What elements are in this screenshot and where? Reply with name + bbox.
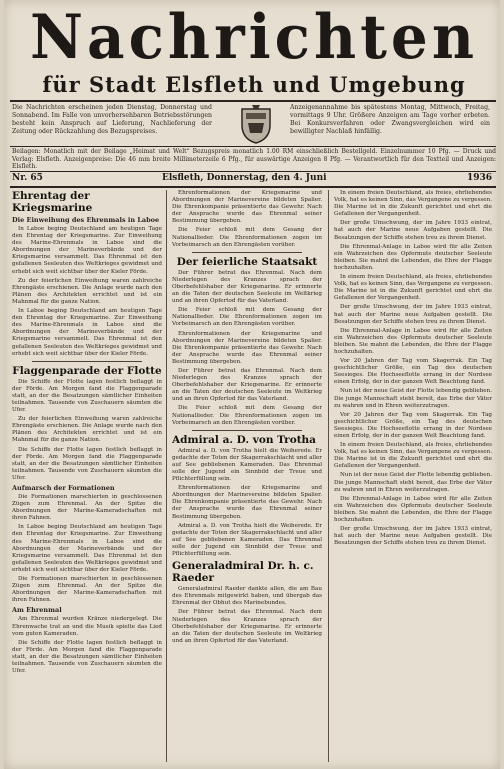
- article-paragraph: Admiral a. D. von Trotha hielt die Weiherede. Er gedachte der Toten der Skagerrakschlacht und aller auf See gebliebenen Kameraden. Das Ehrenmal solle der Jugend ein Sinnbild der Treue und Pflichterfüllung sein.: [172, 522, 322, 558]
- article-paragraph: Der große Umschwung, der im Jahre 1933 eintrat, hat auch der Marine neue Aufgaben gestellt. Die Besatzungen der Schiffe stehen treu zu ihrem Dienst.: [334, 304, 492, 325]
- article-paragraph: Zu der feierlichen Einweihung waren zahlreiche Ehrengäste erschienen. Die Anlage wurde nach den Plänen des Architekten errichtet und ist ein Mahnmal für die ganze Nation.: [12, 277, 162, 305]
- article-paragraph: In Laboe beging Deutschland am heutigen Tage den Ehrentag der Kriegsmarine. Zur Einweihung des Marine-Ehrenmals in Laboe sind die Abordnungen der Marineverbände und der Kriegsmarine versammelt. Das Ehrenmal ist den gefallenen Seeleuten des Weltkrieges gewidmet und erhebt sich weit sichtbar über der Kieler Förde.: [12, 308, 162, 357]
- article-paragraph: Ehrenformationen der Kriegsmarine und Abordnungen der Marinevereine bildeten Spalier. Die Ehrenkompanie präsentierte das Gewehr. Nach der Ansprache wurde das Ehrenmal seiner Bestimmung übergeben.: [172, 190, 322, 225]
- article-paragraph: In einem freien Deutschland, als freies, ehrliebendes Volk, hat es keinen Sinn, das Vergangene zu vergessen. Die Marine ist in die Zukunft gerichtet und ehrt die Gefallenen der Vergangenheit.: [334, 274, 492, 302]
- newspaper-page: [4, 0, 500, 769]
- article-paragraph: Ehrenformationen der Kriegsmarine und Abordnungen der Marinevereine bildeten Spalier. Die Ehrenkompanie präsentierte das Gewehr. Nach der Ansprache wurde das Ehrenmal seiner Bestimmung übergeben.: [172, 485, 322, 520]
- article-paragraph: Die Ehrenmal-Anlage in Laboe wird für alle Zeiten ein Wahrzeichen des Opfermuts deutscher Seeleute bleiben. Sie mahnt die Lebenden, die Ehre der Flagge hochzuhalten.: [334, 243, 492, 271]
- article-paragraph: Die Feier schloß mit dem Gesang der Nationallieder. Die Ehrenformationen zogen im Vorbeimarsch an den Ehrengästen vorüber.: [172, 227, 322, 248]
- issue-number: Nr. 65: [12, 173, 43, 183]
- dateline: [12, 173, 496, 185]
- dateline-rule-top: [10, 171, 496, 172]
- article-paragraph: Am Ehrenmal wurden Kränze niedergelegt. Die Ehrenwache trat an und die Musik spielte das Lied vom guten Kameraden.: [12, 616, 162, 637]
- publication-info-left: Die Nachrichten erscheinen jeden Dienstag, Donnerstag und Sonnabend. Im Falle von unvorhersehbaren Betriebsstörungen besteht kein Anspruch auf Lieferung, Nachlieferung der Zeitung oder Rückzahlung des Bezugspreises.: [12, 104, 212, 135]
- masthead-subtitle: für Stadt Elsfleth und Umgebung: [42, 72, 466, 97]
- article-paragraph: Die Ehrenmal-Anlage in Laboe wird für alle Zeiten ein Wahrzeichen des Opfermuts deutscher Seeleute bleiben. Sie mahnt die Lebenden, die Ehre der Flagge hochzuhalten.: [334, 327, 492, 355]
- article-separator: [192, 430, 302, 431]
- column-divider: [166, 190, 167, 762]
- article-paragraph: Die Schiffe der Flotte lagen festlich beflaggt in der Förde. Am Morgen fand die Flaggenparade statt, an der die Besatzungen sämtlicher Einheiten teilnahmen. Tausende von Zuschauern säumten die Ufer.: [12, 378, 162, 414]
- article-separator: [192, 252, 302, 253]
- article-headline: Der feierliche Staatsakt: [176, 255, 318, 268]
- article-paragraph: Der Führer betrat das Ehrenmal. Nach dem Niederlegen des Kranzes sprach der Oberbefehlshaber der Kriegsmarine. Er erinnerte an die Taten der deutschen Seeleute im Weltkrieg und an ihren Opfertod für das Vaterland.: [172, 269, 322, 305]
- article-paragraph: In einem freien Deutschland, als freies, ehrliebendes Volk, hat es keinen Sinn, das Vergangene zu vergessen. Die Marine ist in die Zukunft gerichtet und ehrt die Gefallenen der Vergangenheit.: [334, 190, 492, 218]
- issue-date: Elsfleth, Donnerstag, den 4. Juni: [162, 173, 327, 183]
- article-column-1: [12, 190, 162, 760]
- article-headline: Ehrentag der Kriegsmarine: [12, 190, 93, 214]
- article-paragraph: In Laboe beging Deutschland am heutigen Tage den Ehrentag der Kriegsmarine. Zur Einweihung des Marine-Ehrenmals in Laboe sind die Abordnungen der Marineverbände und der Kriegsmarine versammelt. Das Ehrenmal ist den gefallenen Seeleuten des Weltkrieges gewidmet und erhebt sich weit sichtbar über der Kieler Förde.: [12, 524, 162, 573]
- article-paragraph: Der Führer betrat das Ehrenmal. Nach dem Niederlegen des Kranzes sprach der Oberbefehlshaber der Kriegsmarine. Er erinnerte an die Taten der deutschen Seeleute im Weltkrieg und an ihren Opfertod für das Vaterland.: [172, 609, 322, 644]
- column-divider: [328, 190, 329, 762]
- article-paragraph: Zu der feierlichen Einweihung waren zahlreiche Ehrengäste erschienen. Die Anlage wurde nach den Plänen des Architekten errichtet und ist ein Mahnmal für die ganze Nation.: [12, 416, 162, 444]
- masthead-title: Nachrichten: [29, 1, 479, 73]
- info-rule: [10, 146, 496, 147]
- article-paragraph: Der große Umschwung, der im Jahre 1933 eintrat, hat auch der Marine neue Aufgaben gestellt. Die Besatzungen der Schiffe stehen treu zu ihrem Dienst.: [334, 220, 492, 241]
- article-paragraph: Die Ehrenmal-Anlage in Laboe wird für alle Zeiten ein Wahrzeichen des Opfermuts deutscher Seeleute bleiben. Sie mahnt die Lebenden, die Ehre der Flagge hochzuhalten.: [334, 495, 492, 524]
- dateline-rule-bottom: [10, 186, 496, 188]
- article-paragraph: In Laboe beging Deutschland am heutigen Tage den Ehrentag der Kriegsmarine. Zur Einweihung des Marine-Ehrenmals in Laboe sind die Abordnungen der Marineverbände und der Kriegsmarine versammelt. Das Ehrenmal ist den gefallenen Seeleuten des Weltkrieges gewidmet und erhebt sich weit sichtbar über der Kieler Förde.: [12, 226, 162, 275]
- article-paragraph: Der große Umschwung, der im Jahre 1933 eintrat, hat auch der Marine neue Aufgaben gestellt. Die Besatzungen der Schiffe stehen treu zu ihrem Dienst.: [334, 526, 492, 547]
- article-paragraph: In einem freien Deutschland, als freies, ehrliebendes Volk, hat es keinen Sinn, das Vergangene zu vergessen. Die Marine ist in die Zukunft gerichtet und ehrt die Gefallenen der Vergangenheit.: [334, 442, 492, 470]
- article-paragraph: Admiral a. D. von Trotha hielt die Weiherede. Er gedachte der Toten der Skagerrakschlacht und aller auf See gebliebenen Kameraden. Das Ehrenmal solle der Jugend ein Sinnbild der Treue und Pflichterfüllung sein.: [172, 447, 322, 483]
- article-paragraph: Die Formationen marschierten in geschlossenen Zügen zum Ehrenmal. An der Spitze die Abordnungen der Marine-Kameradschaften mit ihren Fahnen.: [12, 576, 162, 604]
- article-paragraph: Ehrenformationen der Kriegsmarine und Abordnungen der Marinevereine bildeten Spalier. Die Ehrenkompanie präsentierte das Gewehr. Nach der Ansprache wurde das Ehrenmal seiner Bestimmung übergeben.: [172, 330, 322, 365]
- article-paragraph: Generaladmiral Raeder dankte allen, die am Bau des Ehrenmals mitgewirkt haben, und übergab das Ehrenmal der Obhut des Marinebundes.: [172, 586, 322, 607]
- city-crest-icon: [238, 103, 274, 145]
- article-column-3: [334, 190, 492, 760]
- article-separator: [32, 361, 142, 362]
- article-paragraph: Die Formationen marschierten in geschlossenen Zügen zum Ehrenmal. An der Spitze die Abordnungen der Marine-Kameradschaften mit ihren Fahnen.: [12, 494, 162, 522]
- article-paragraph: Vor 20 Jahren der Tag vom Skagerrak. Ein Tag geschichtlicher Größe, ein Tag des deutschen Seesieges. Die Hochseeflotte errang in der Nordsee einen Erfolg, der in der ganzen Welt Beachtung fand.: [334, 411, 492, 439]
- article-headline: Flaggenparade der Flotte: [12, 364, 162, 377]
- publication-info-right: Anzeigenannahme bis spätestens Montag, Mittwoch, Freitag, vormittags 9 Uhr. Größere Anzeigen am Tage vorher erbeten. Bei Konkursverfahren oder Zwangsvergleichen wird ein bewilligter Nachlaß hinfällig.: [290, 104, 490, 135]
- article-subheadline: Die Einweihung des Ehrenmals in Laboe: [12, 216, 160, 224]
- article-headline: Admiral a. D. von Trotha: [172, 433, 316, 446]
- article-paragraph: Vor 20 Jahren der Tag vom Skagerrak. Ein Tag geschichtlicher Größe, ein Tag des deutschen Seesieges. Die Hochseeflotte errang in der Nordsee einen Erfolg, der in der ganzen Welt Beachtung fand.: [334, 358, 492, 386]
- article-column-2: [172, 190, 322, 760]
- article-paragraph: Nun ist der neue Geist der Flotte lebendig geblieben. Die junge Mannschaft steht bereit, das Erbe der Väter zu wahren und in Ehren weiterzutragen.: [334, 472, 492, 493]
- article-paragraph: Der Führer betrat das Ehrenmal. Nach dem Niederlegen des Kranzes sprach der Oberbefehlshaber der Kriegsmarine. Er erinnerte an die Taten der deutschen Seeleute im Weltkrieg und an ihren Opfertod für das Vaterland.: [172, 367, 322, 403]
- article-paragraph: Nun ist der neue Geist der Flotte lebendig geblieben. Die junge Mannschaft steht bereit, das Erbe der Väter zu wahren und in Ehren weiterzutragen.: [334, 388, 492, 409]
- issue-year: 1936: [466, 173, 492, 183]
- subscription-notice: Beilagen: Monatlich mit der Beilage „Heimat und Welt“ Bezugspreis monatlich 1.00 RM einschließlich Bestellgeld. Einzelnummer 10 Pfg. — Druck und Verlag: Elsfleth. Anzeigenpreise: Die 46 mm breite Millimeterzeile 6 Pfg., für auswärtige Anzeigen 8 Pfg. — Verantwortlich für den Textteil und Anzeigen: Elsfleth.: [12, 148, 496, 170]
- article-subheadline: Aufmarsch der Formationen: [12, 484, 115, 492]
- masthead-rule: [10, 100, 496, 102]
- article-paragraph: Die Feier schloß mit dem Gesang der Nationallieder. Die Ehrenformationen zogen im Vorbeimarsch an den Ehrengästen vorüber.: [172, 307, 322, 328]
- article-paragraph: Die Feier schloß mit dem Gesang der Nationallieder. Die Ehrenformationen zogen im Vorbeimarsch an den Ehrengästen vorüber.: [172, 405, 322, 426]
- article-paragraph: Die Schiffe der Flotte lagen festlich beflaggt in der Förde. Am Morgen fand die Flaggenparade statt, an der die Besatzungen sämtlicher Einheiten teilnahmen. Tausende von Zuschauern säumten die Ufer.: [12, 446, 162, 481]
- article-paragraph: Die Schiffe der Flotte lagen festlich beflaggt in der Förde. Am Morgen fand die Flaggenparade statt, an der die Besatzungen sämtlicher Einheiten teilnahmen. Tausende von Zuschauern säumten die Ufer.: [12, 639, 162, 675]
- article-subheadline: Am Ehrenmal: [12, 606, 62, 615]
- article-headline: Generaladmiral Dr. h. c. Raeder: [172, 560, 314, 585]
